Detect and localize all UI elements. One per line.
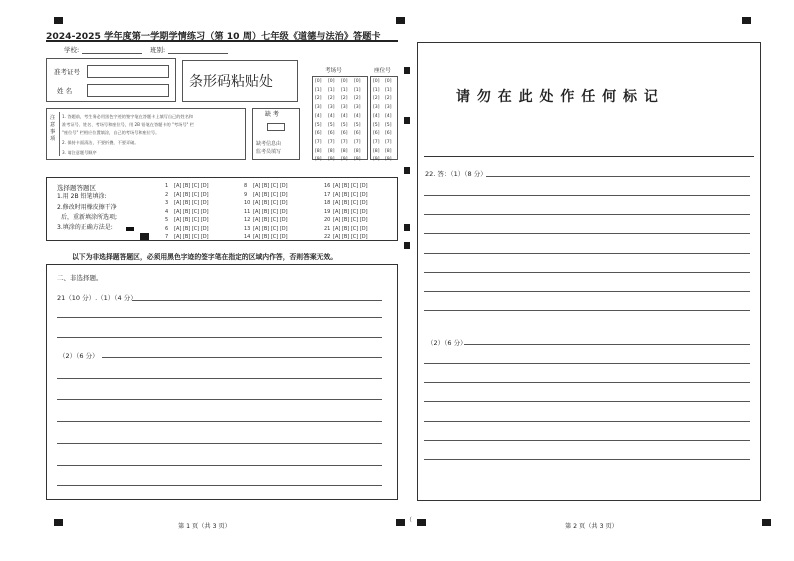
choice-instruction: 2.修改时用橡皮擦干净 <box>57 204 117 211</box>
answer-line[interactable] <box>424 382 750 383</box>
option-bubbles[interactable]: [A] [B] [C] [D] <box>174 200 209 206</box>
registration-mark <box>417 519 426 526</box>
option-bubbles[interactable]: [A] [B] [C] [D] <box>333 191 368 198</box>
question-number: 2 <box>165 191 169 198</box>
choice-question-21[interactable] <box>324 226 368 232</box>
option-bubbles[interactable]: [A] [B] [C] [D] <box>333 234 368 240</box>
question-number: 4 <box>165 208 169 215</box>
question-number: 6 <box>165 225 169 232</box>
notice-box <box>46 108 246 160</box>
choice-question-16[interactable] <box>324 183 368 189</box>
choice-question-22[interactable] <box>324 234 368 240</box>
question-number: 18 <box>324 200 331 206</box>
barcode-label: 条形码粘贴处 <box>189 74 273 90</box>
no-mark-zone: 请 勿 在 此 处 作 任 何 标 记 <box>456 89 659 105</box>
option-bubbles[interactable]: [A] [B] [C] [D] <box>333 217 368 223</box>
answer-line[interactable] <box>424 459 750 460</box>
exam-no-input[interactable] <box>87 65 169 78</box>
question-number: 10 <box>244 200 251 206</box>
page-edge-mark: （ <box>406 517 413 524</box>
question-number: 19 <box>324 208 331 215</box>
answer-line[interactable] <box>424 310 750 311</box>
question-number: 1 <box>165 183 169 189</box>
question-number: 8 <box>244 183 248 189</box>
answer-area-2[interactable] <box>417 42 761 501</box>
answer-line[interactable] <box>57 378 382 379</box>
digit-column[interactable]: [0] [1] [2] [3] [4] [5] [6] [7] [8] [9] <box>385 79 392 163</box>
school-field[interactable] <box>82 53 142 54</box>
answer-line[interactable] <box>57 421 382 422</box>
registration-mark <box>404 67 410 74</box>
registration-mark <box>404 117 410 124</box>
answer-line[interactable] <box>486 176 750 177</box>
non-choice-warning: 以下为非选择题答题区，必须用黑色字迹的签字笔在指定的区域内作答，否则答案无效。 <box>72 253 338 261</box>
exam-room-header: 考场号 <box>325 68 342 74</box>
name-label: 姓 名 <box>57 87 73 95</box>
choice-question-3[interactable] <box>165 200 209 206</box>
question-number: 13 <box>244 225 251 232</box>
answer-line[interactable] <box>57 317 382 318</box>
choice-question-6[interactable] <box>165 226 209 232</box>
option-bubbles[interactable]: [A] [B] [C] [D] <box>253 191 288 198</box>
page-title: 2024-2025 学年度第一学期学情练习（第 10 周）七年级《道德与法治》答题卡 <box>46 31 381 42</box>
option-bubbles[interactable]: [A] [B] [C] [D] <box>174 183 209 189</box>
choice-question-12[interactable] <box>244 217 288 223</box>
choice-title: 选择题答题区 <box>57 184 96 192</box>
choice-question-14[interactable] <box>244 234 288 240</box>
seat-grid[interactable] <box>370 76 398 163</box>
registration-mark <box>404 167 410 174</box>
answer-line[interactable] <box>424 195 750 196</box>
question-number: 3 <box>165 200 169 206</box>
answer-line[interactable] <box>464 344 750 345</box>
answer-line[interactable] <box>424 253 750 254</box>
question-number: 5 <box>165 217 169 223</box>
option-bubbles[interactable]: [A] [B] [C] [D] <box>174 225 209 232</box>
answer-line[interactable] <box>57 443 382 444</box>
option-bubbles[interactable]: [A] [B] [C] [D] <box>174 208 209 215</box>
choice-question-18[interactable] <box>324 200 368 206</box>
answer-line[interactable] <box>424 421 750 422</box>
answer-line[interactable] <box>132 300 382 301</box>
option-bubbles[interactable]: [A] [B] [C] [D] <box>174 191 209 198</box>
option-bubbles[interactable]: [A] [B] [C] [D] <box>333 183 368 189</box>
answer-line[interactable] <box>102 357 382 358</box>
choice-question-13[interactable] <box>244 226 288 232</box>
option-bubbles[interactable]: [A] [B] [C] [D] <box>253 208 288 215</box>
option-bubbles[interactable]: [A] [B] [C] [D] <box>253 183 288 189</box>
section-two-label: 二、非选择题。 <box>57 274 103 282</box>
choice-question-19[interactable] <box>324 209 368 215</box>
class-label: 班别: <box>150 46 166 54</box>
student-info-box <box>46 58 176 102</box>
question-number: 7 <box>165 234 169 240</box>
answer-line[interactable] <box>424 272 750 273</box>
option-bubbles[interactable]: [A] [B] [C] [D] <box>333 208 368 215</box>
choice-question-11[interactable] <box>244 209 288 215</box>
registration-mark <box>396 17 405 24</box>
option-bubbles[interactable]: [A] [B] [C] [D] <box>333 225 368 232</box>
answer-line[interactable] <box>424 401 750 402</box>
choice-question-8[interactable] <box>244 183 288 189</box>
option-bubbles[interactable]: [A] [B] [C] [D] <box>253 200 288 206</box>
question-number: 9 <box>244 191 248 198</box>
title-underline <box>46 40 398 42</box>
option-bubbles[interactable]: [A] [B] [C] [D] <box>253 234 288 240</box>
registration-mark <box>396 519 405 526</box>
answer-line[interactable] <box>424 440 750 441</box>
name-input[interactable] <box>87 84 169 97</box>
choice-question-5[interactable] <box>165 217 209 223</box>
page-number: 第 2 页（共 3 页） <box>565 523 618 530</box>
registration-mark <box>54 17 63 24</box>
digit-column[interactable]: [0] [1] [2] [3] [4] [5] [6] [7] [8] [9] <box>328 79 335 163</box>
q22-2-label: （2）（6 分） <box>427 339 467 347</box>
option-bubbles[interactable]: [A] [B] [C] [D] <box>174 217 209 223</box>
digit-column[interactable]: [0] [1] [2] [3] [4] [5] [6] [7] [8] [9] <box>354 79 361 163</box>
option-bubbles[interactable]: [A] [B] [C] [D] <box>253 217 288 223</box>
seat-header: 座位号 <box>374 68 391 74</box>
exam-no-label: 准考证号 <box>54 68 80 76</box>
answer-line[interactable] <box>424 233 750 234</box>
digit-column[interactable]: [0] [1] [2] [3] [4] [5] [6] [7] [8] [9] <box>341 79 348 163</box>
class-field[interactable] <box>168 53 228 54</box>
answer-line[interactable] <box>424 363 750 364</box>
registration-mark <box>54 519 63 526</box>
registration-mark <box>742 17 751 24</box>
answer-line[interactable] <box>57 337 382 338</box>
choice-instruction: 后，重新填涂所选项; <box>61 214 118 221</box>
notice-item: 3. 请注意题号顺序 <box>62 150 97 155</box>
q21-label: 21（10 分）.（1）（4 分） <box>57 294 137 302</box>
question-number: 20 <box>324 217 331 223</box>
question-number: 22 <box>324 234 331 240</box>
notice-item: 1. 答题前，考生务必用黑色字迹的签字笔在答题卡上填写自己的姓名和 <box>62 114 193 119</box>
page-number: 第 1 页（共 3 页） <box>178 523 231 530</box>
exam-room-grid[interactable] <box>312 76 368 163</box>
absent-box <box>252 108 300 160</box>
absent-label: 缺 考 <box>265 111 279 118</box>
choice-area <box>46 177 398 241</box>
choice-question-20[interactable] <box>324 217 368 223</box>
answer-line[interactable] <box>57 399 382 400</box>
barcode-area <box>182 60 298 102</box>
notice-item: 2. 保持卡面清洁，不要折叠，不要弄破。 <box>62 140 139 145</box>
question-number: 17 <box>324 191 331 198</box>
choice-instruction: 3.填涂的正确方法是: <box>57 224 113 231</box>
question-number: 21 <box>324 225 331 232</box>
choice-question-9[interactable] <box>244 192 288 198</box>
absent-checkbox[interactable] <box>267 123 285 131</box>
answer-line[interactable] <box>57 465 382 466</box>
choice-question-17[interactable] <box>324 192 368 198</box>
option-bubbles[interactable]: [A] [B] [C] [D] <box>333 200 368 206</box>
registration-mark <box>404 242 410 249</box>
registration-mark <box>762 519 771 526</box>
digit-column[interactable]: [0] [1] [2] [3] [4] [5] [6] [7] [8] [9] <box>373 79 380 163</box>
question-number: 16 <box>324 183 331 189</box>
question-number: 11 <box>244 208 251 215</box>
q22-label: 22. 答：（1）（8 分） <box>425 170 487 178</box>
answer-line[interactable] <box>424 291 750 292</box>
choice-instruction: 1.用 2B 铅笔填涂: <box>57 193 107 200</box>
school-label: 学校: <box>64 46 80 54</box>
question-number: 12 <box>244 217 251 223</box>
notice-item: 准考证号、姓名、考场号和座位号，用 2B 铅笔在答题卡的 "考场号" 栏 <box>62 122 194 127</box>
notice-item: "座位号" 栏相应位置填涂，自己的考场号和座位号。 <box>62 130 160 135</box>
q21-2-label: （2）（6 分） <box>59 352 99 360</box>
option-bubbles[interactable]: [A] [B] [C] [D] <box>174 234 209 240</box>
choice-question-10[interactable] <box>244 200 288 206</box>
notice-title: 注意事项 <box>50 115 56 143</box>
option-bubbles[interactable]: [A] [B] [C] [D] <box>253 225 288 232</box>
choice-question-2[interactable] <box>165 192 209 198</box>
choice-question-1[interactable] <box>165 183 209 189</box>
filled-example <box>126 227 134 231</box>
answer-area-1[interactable] <box>46 264 398 500</box>
registration-mark <box>404 224 410 231</box>
choice-question-7[interactable] <box>165 234 209 240</box>
answer-line[interactable] <box>424 214 750 215</box>
question-number: 14 <box>244 234 251 240</box>
absent-note: 缺考信息由 监考员填写 <box>256 141 282 155</box>
digit-column[interactable]: [0] [1] [2] [3] [4] [5] [6] [7] [8] [9] <box>315 79 322 163</box>
answer-line[interactable] <box>57 485 382 486</box>
choice-question-4[interactable] <box>165 209 209 215</box>
